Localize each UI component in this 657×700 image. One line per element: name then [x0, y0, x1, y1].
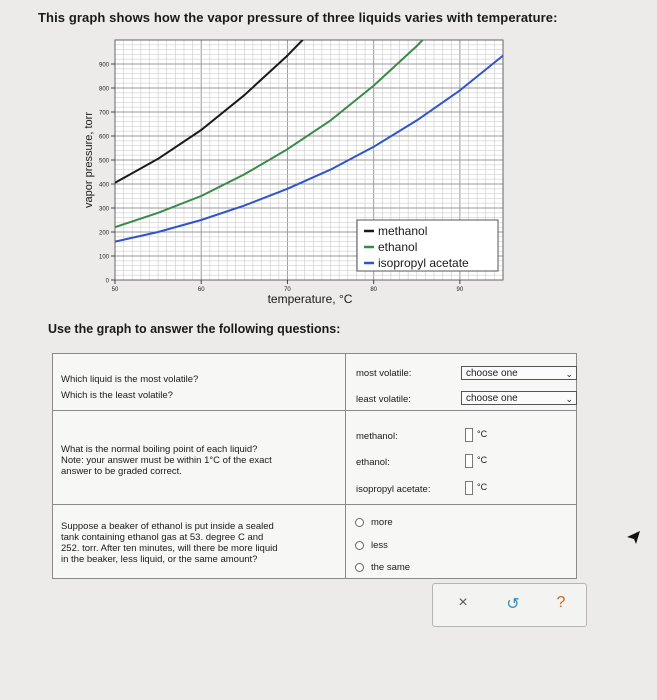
radio-less[interactable]: [355, 541, 364, 550]
y-tick-label: 200: [98, 230, 109, 237]
equilibrium-row: [53, 504, 576, 580]
least-volatile-select[interactable]: [461, 391, 577, 405]
page-heading: This graph shows how the vapor pressure of three liquids varies with temperature:: [38, 10, 558, 25]
least-volatile-label: least volatile:: [356, 394, 411, 405]
y-tick-label: 500: [98, 158, 109, 165]
q1-line2: Which is the least volatile?: [61, 390, 173, 401]
y-tick-label: 0: [105, 278, 109, 285]
y-tick-label: 700: [98, 110, 109, 117]
instructions: Use the graph to answer the following questions:: [48, 322, 341, 336]
help-button[interactable]: ?: [556, 594, 566, 611]
y-tick-label: 900: [98, 62, 109, 69]
least-volatile-select-value: choose one: [466, 393, 518, 404]
y-tick-label: 400: [98, 182, 109, 189]
volatility-row: [53, 354, 576, 410]
q3-line1: Suppose a beaker of ethanol is put inside a sealed: [61, 521, 274, 532]
undo-button[interactable]: ↺: [506, 596, 520, 613]
x-axis-label: temperature, °C: [267, 292, 353, 306]
chevron-down-icon: ⌄: [565, 394, 573, 404]
y-tick-label: 300: [98, 206, 109, 213]
ethanol-bp-input[interactable]: [465, 454, 473, 468]
y-ticks: [99, 63, 115, 285]
radio-less-label: less: [371, 540, 388, 551]
q3-line2: tank containing ethanol gas at 53. degree C and: [61, 532, 264, 543]
legend: [357, 220, 498, 271]
q2-line3: answer to be graded correct.: [61, 466, 182, 477]
q2-line2: Note: your answer must be within 1°C of the exact: [61, 455, 272, 466]
isopropyl-acetate-bp-input[interactable]: [465, 481, 473, 495]
question-table: [52, 353, 577, 579]
radio-more[interactable]: [355, 518, 364, 527]
methanol-unit: °C: [477, 429, 488, 439]
y-axis-label: vapor pressure, torr: [83, 112, 95, 208]
x-tick-label: 60: [197, 287, 205, 293]
x-tick-label: 90: [456, 287, 464, 293]
x-tick-label: 80: [370, 287, 378, 293]
x-tick-label: 70: [284, 287, 291, 293]
most-volatile-select-value: choose one: [466, 368, 518, 379]
q2-line1: What is the normal boiling point of each liquid?: [61, 444, 258, 455]
ethanol-label: ethanol:: [356, 457, 390, 468]
methanol-label: methanol:: [356, 431, 398, 442]
y-tick-label: 100: [98, 254, 109, 261]
chevron-down-icon: ⌄: [565, 369, 573, 379]
q3-line4: in the beaker, less liquid, or the same amount?: [61, 554, 258, 565]
radio-same[interactable]: [355, 563, 364, 572]
y-tick-label: 800: [98, 86, 109, 93]
radio-same-label: the same: [371, 562, 411, 573]
most-volatile-select[interactable]: [461, 366, 577, 380]
boiling-point-row: [53, 410, 576, 505]
q1-line1: Which liquid is the most volatile?: [61, 374, 199, 385]
clear-button[interactable]: ×: [458, 594, 468, 611]
answer-toolbar: [432, 583, 587, 627]
ethanol-unit: °C: [477, 455, 488, 465]
cursor-icon: [627, 531, 641, 545]
x-tick-label: 50: [111, 287, 119, 293]
isopropyl-acetate-unit: °C: [477, 482, 488, 492]
methanol-bp-input[interactable]: [465, 428, 473, 442]
legend-label: ethanol: [378, 240, 418, 254]
vapor-pressure-chart: [0, 30, 657, 320]
most-volatile-label: most volatile:: [356, 368, 412, 379]
legend-label: isopropyl acetate: [378, 256, 469, 270]
q3-line3: 252. torr. After ten minutes, will there be more liquid: [61, 543, 278, 554]
isopropyl-acetate-label: isopropyl acetate:: [356, 484, 431, 495]
y-tick-label: 600: [98, 134, 109, 141]
radio-more-label: more: [371, 517, 393, 528]
legend-label: methanol: [378, 224, 428, 238]
